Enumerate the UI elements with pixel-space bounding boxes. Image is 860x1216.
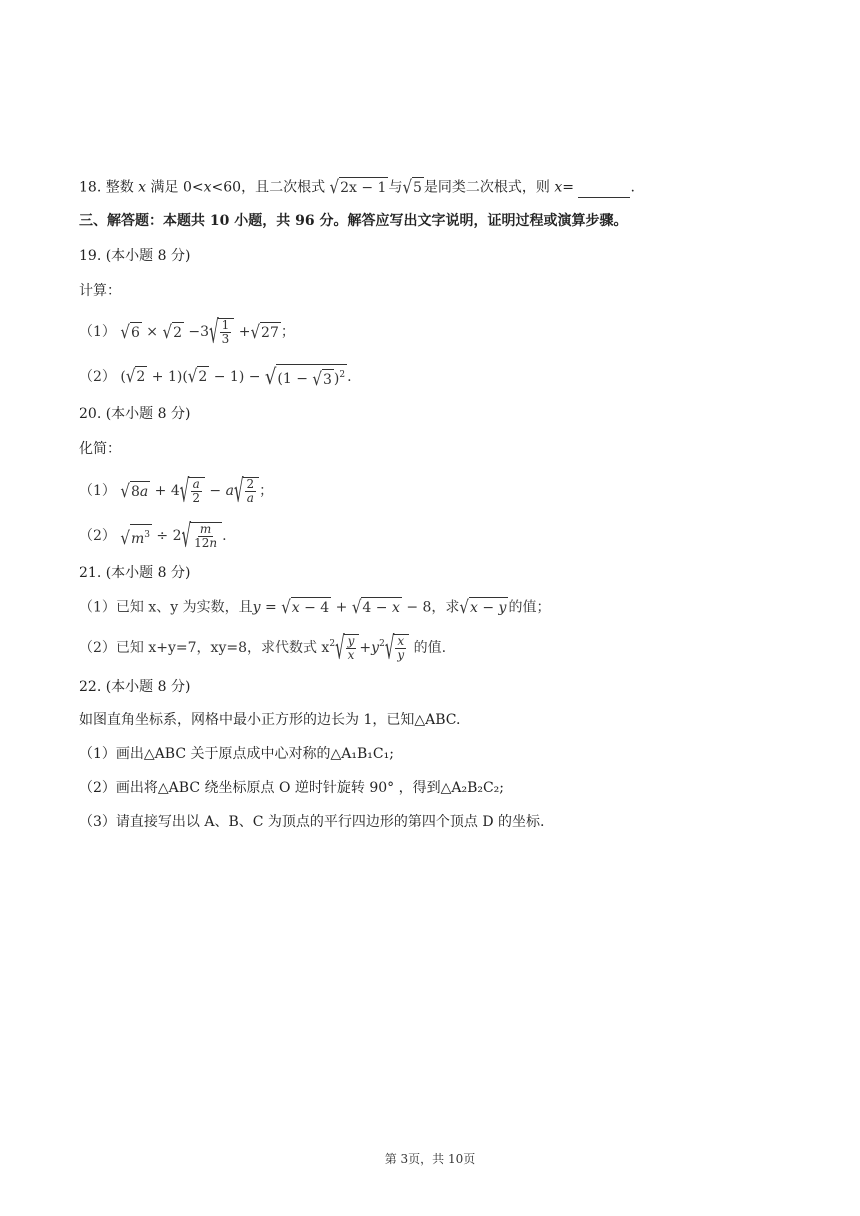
q20-part-1-label: （1） xyxy=(79,483,116,499)
section-heading: 三、解答题：本题共 10 小题，共 96 分。解答应写出文字说明，证明过程或演算步骤。 xyxy=(79,213,628,229)
q18-var-3: x xyxy=(554,179,563,196)
q20-part-1: （1） √8a + 4√ $\frac{a}{2}$ − a√ $\frac{2}{a}$ ； xyxy=(79,471,274,510)
q21-part-2: （2）已知 x+y=7，xy=8，求代数式 $x^2√$ $\frac{y}{x}$ $+y^2√$ $\frac{x}{y}$ 的值. xyxy=(79,628,447,667)
q22-item-2: （2）画出将△ABC 绕坐标原点 O 逆时针旋转 90° ，得到△A₂B₂C₂; xyxy=(79,780,505,796)
q18-var: x xyxy=(138,179,147,196)
question-18 xyxy=(79,177,635,198)
q20-title: 20. (本小题 8 分) xyxy=(79,406,191,422)
q18-radical-1: √2x − 1 xyxy=(329,176,387,198)
q19-part-1: （1） √6 × √2 −3√ $\frac{1}{3}$ +√27 ； xyxy=(79,312,295,351)
q20-part-2-label: （2） xyxy=(79,528,116,544)
q21-part-2-label: （2） xyxy=(79,640,116,656)
q21-part-1: （1）已知 x、y 为实数，且y = √x − 4 + √4 − x − 8，求√x − y 的值； xyxy=(79,596,551,618)
q19-part-2: （2） (√2 + 1)(√2 − 1) − √(1 − √3 )$^2$ . xyxy=(79,364,352,390)
q18-text-2: <60，且二次根式 xyxy=(211,179,326,196)
page-footer: 第 3页，共 10页 xyxy=(384,1152,476,1166)
q18-end: . xyxy=(630,179,635,196)
q19-part-2-label: （2） xyxy=(79,368,116,385)
q21-part-1-text-a: 已知 x、y 为实数，且 xyxy=(115,599,253,616)
q19-part-1-label: （1） xyxy=(79,324,116,340)
q19-instruction: 计算： xyxy=(79,283,121,299)
q18-text-4: 是同类二次根式，则 xyxy=(423,179,555,196)
q20-part-2: （2） $√m^3 \div 2√$ $\frac{m}{12n}$ . xyxy=(79,516,227,555)
q21-title: 21. (本小题 8 分) xyxy=(79,565,191,581)
q18-radical-2: √5 xyxy=(402,176,422,198)
q19-title: 19. (本小题 8 分) xyxy=(79,248,191,264)
q21-part-1-text-b: ，求 xyxy=(431,599,460,616)
q21-part-1-text-c: 的值； xyxy=(508,599,551,616)
q22-item-1: （1）画出△ABC 关于原点成中心对称的△A₁B₁C₁; xyxy=(79,746,394,762)
q18-text-5: = xyxy=(562,179,579,196)
q21-part-2-text-b: 的值. xyxy=(413,640,447,656)
q18-prefix: 18. 整数 xyxy=(79,179,139,196)
q18-text-3: 与 xyxy=(388,179,403,196)
q22-item-3: （3）请直接写出以 A、B、C 为顶点的平行四边形的第四个顶点 D 的坐标. xyxy=(79,814,545,830)
q18-text-1: 满足 0< xyxy=(146,179,204,196)
q22-intro: 如图直角坐标系，网格中最小正方形的边长为 1，已知△ABC. xyxy=(79,712,461,728)
q20-instruction: 化简： xyxy=(79,441,121,457)
q21-part-1-label: （1） xyxy=(79,599,116,616)
q21-part-2-text-a: 已知 x+y=7，xy=8，求代数式 x xyxy=(115,640,330,656)
q22-title: 22. (本小题 8 分) xyxy=(79,679,191,695)
q18-var-2: x xyxy=(203,179,212,196)
answer-blank[interactable] xyxy=(578,183,630,198)
